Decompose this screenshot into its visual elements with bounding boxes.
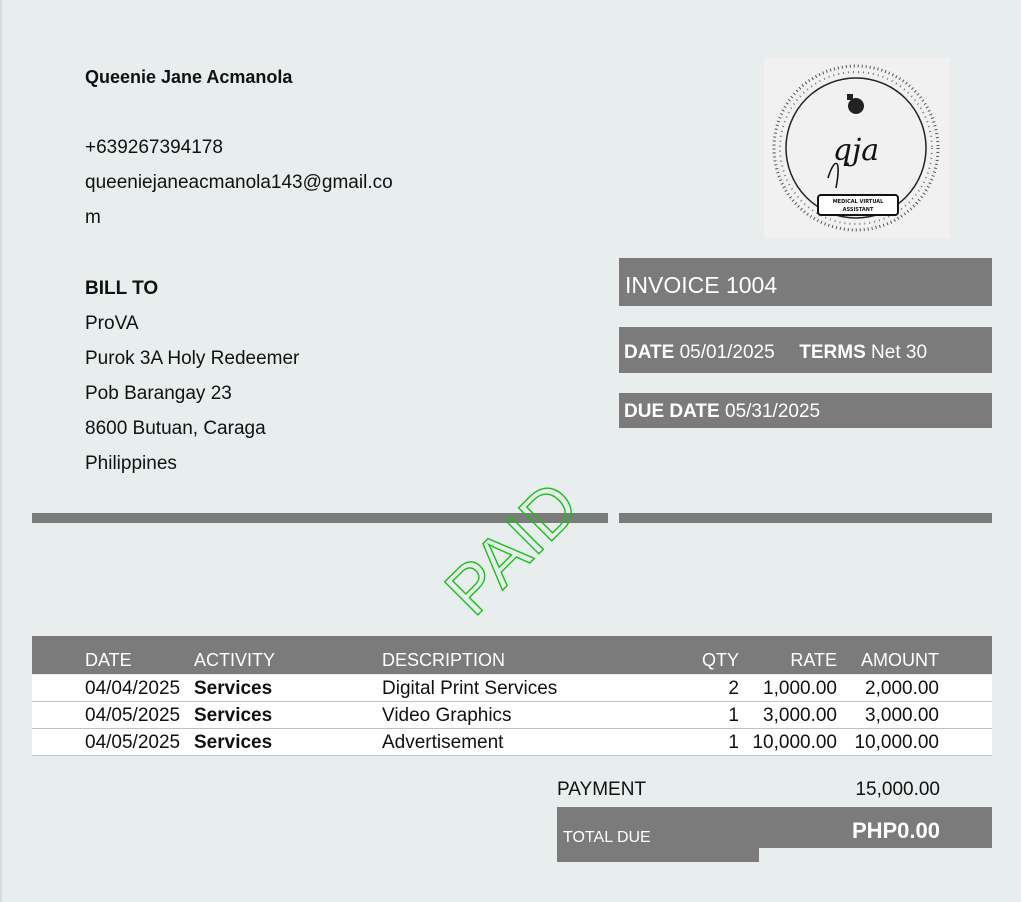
bill-to-line: Philippines [85, 453, 177, 474]
invoice-terms: Net 30 [871, 342, 928, 363]
row-qty: 1 [728, 705, 739, 726]
header-date: DATE [85, 650, 132, 670]
company-logo [764, 58, 949, 238]
row-activity: Services [194, 705, 273, 726]
row-rate: 1,000.00 [763, 678, 837, 699]
logo-banner-line-2: ASSISTANT [842, 207, 874, 213]
due-date: 05/31/2025 [725, 401, 821, 422]
sender-email-line-1: queeniejaneacmanola143@gmail.co [85, 172, 393, 193]
bill-to-line: 8600 Butuan, Caraga [85, 418, 266, 439]
bill-to-line: ProVA [85, 313, 139, 334]
row-rate: 3,000.00 [763, 705, 837, 726]
sender-phone: +639267394178 [85, 137, 223, 158]
header-description: DESCRIPTION [382, 650, 506, 670]
logo-initials: qja [832, 133, 880, 168]
row-rate: 10,000.00 [752, 732, 837, 753]
row-date: 04/05/2025 [85, 732, 181, 753]
table-header [32, 636, 992, 674]
invoice-date-bar [619, 327, 992, 373]
row-description: Advertisement [382, 732, 504, 753]
row-qty: 1 [728, 732, 739, 753]
row-date: 04/04/2025 [85, 678, 181, 699]
total-due-bar-tail [557, 848, 759, 862]
payment-value: 15,000.00 [855, 779, 940, 800]
table-row [32, 675, 992, 702]
total-due-bar [557, 807, 992, 848]
total-due-value: PHP0.00 [851, 818, 940, 843]
invoice-date: 05/01/2025 [679, 342, 775, 363]
invoice-date-label: DATE [624, 342, 675, 363]
due-date-label: DUE DATE [624, 401, 720, 422]
invoice-title: INVOICE 1004 [625, 272, 778, 298]
total-due-label: TOTAL DUE [563, 829, 651, 846]
row-amount: 3,000.00 [865, 705, 939, 726]
bill-to-line: Pob Barangay 23 [85, 383, 232, 404]
divider-right [619, 513, 992, 523]
row-description: Video Graphics [382, 705, 512, 726]
logo-graphic [764, 58, 949, 238]
bill-to-line: Purok 3A Holy Redeemer [85, 348, 300, 369]
row-activity: Services [194, 678, 273, 699]
row-description: Digital Print Services [382, 678, 558, 699]
invoice-title-bar [619, 258, 992, 306]
row-qty: 2 [728, 678, 739, 699]
bill-to-label: BILL TO [85, 278, 159, 299]
row-amount: 10,000.00 [854, 732, 939, 753]
sender-email-line-2: m [85, 207, 101, 228]
table-row [32, 729, 992, 756]
header-qty: QTY [701, 650, 739, 670]
logo-emblem-icon [848, 98, 864, 114]
table-row [32, 702, 992, 729]
row-activity: Services [194, 732, 273, 753]
row-date: 04/05/2025 [85, 705, 181, 726]
paid-stamp: PAID [430, 467, 594, 630]
invoice-due-date-bar [619, 393, 992, 428]
invoice-terms-label: TERMS [799, 342, 866, 363]
header-rate: RATE [790, 650, 837, 670]
payment-label: PAYMENT [557, 779, 647, 800]
logo-banner-line-1: MEDICAL VIRTUAL [832, 199, 884, 205]
header-amount: AMOUNT [861, 650, 939, 670]
page-edge [0, 0, 2, 902]
row-amount: 2,000.00 [865, 678, 939, 699]
sender-name: Queenie Jane Acmanola [85, 67, 293, 87]
header-activity: ACTIVITY [194, 650, 276, 670]
